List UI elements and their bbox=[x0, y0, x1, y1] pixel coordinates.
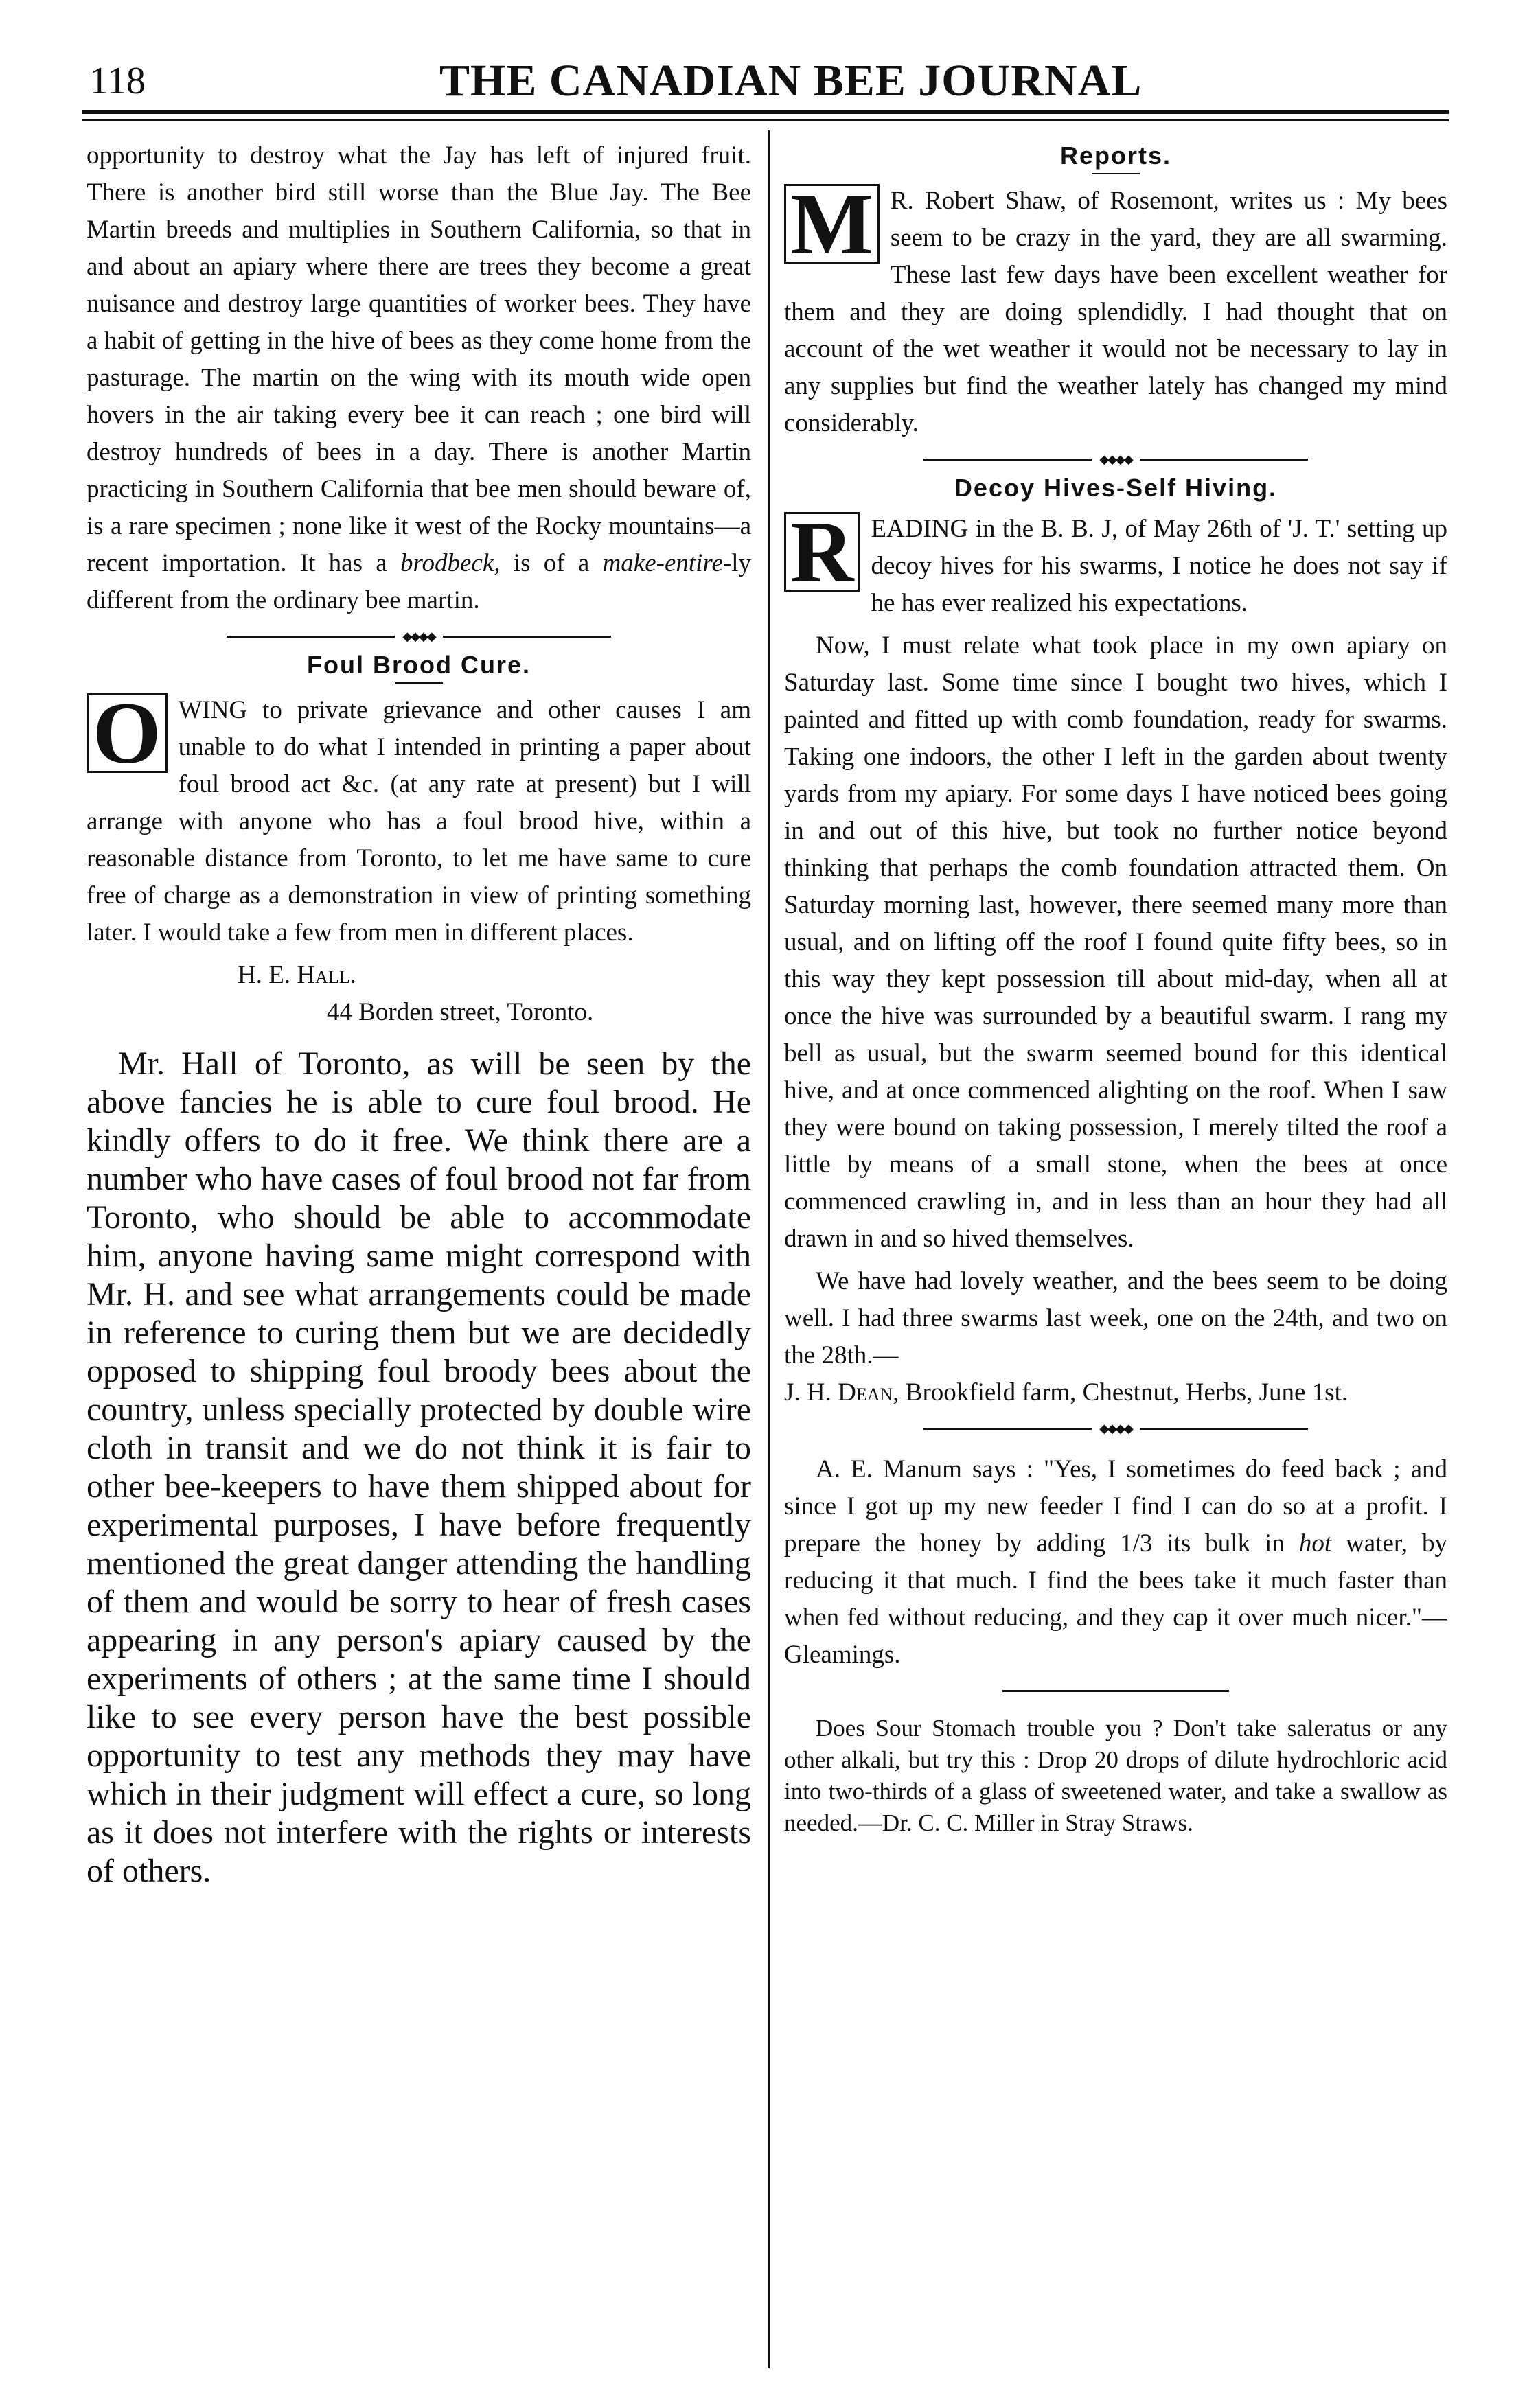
dropcap-r: R bbox=[784, 512, 860, 592]
dropcap-m: M bbox=[784, 184, 880, 264]
reports-paragraph bbox=[784, 175, 1447, 442]
bee-martin-end: -ly different from the ordinary bee martin. bbox=[87, 549, 751, 614]
decoy-hives-heading: Decoy Hives-Self Hiving. bbox=[954, 474, 1278, 502]
decoy-paragraph-1 bbox=[784, 503, 1447, 622]
sour-stomach-paragraph: Does Sour Stomach trouble you ? Don't take saleratus or any other alkali, but try this : Drop 20 drops of dilute hydrochloric acid into two-thirds of a glass of sweetened water, and take a swallow as needed.—Dr. C. C. Miller in Stray Straws. bbox=[784, 1715, 1447, 1836]
heading-underline bbox=[1092, 173, 1140, 174]
right-column bbox=[784, 137, 1447, 2403]
page-number: 118 bbox=[89, 60, 146, 102]
decoy-signature-name: J. H. Dean bbox=[784, 1378, 893, 1406]
manum-italic: hot bbox=[1298, 1529, 1332, 1558]
decoy-paragraph-3: We have had lovely weather, and the bees seem to be doing well. I had three swarms last week, one on the 24th, and two on the 28th.— bbox=[784, 1267, 1447, 1369]
bee-martin-italic-1: brodbeck, bbox=[400, 549, 501, 577]
decoy-text-1: EADING in the B. B. J, of May 26th of 'J. T.' setting up decoy hives for his swarms, I notice he does not say if he has ever realized his expectations. bbox=[871, 515, 1447, 617]
reports-text: R. Robert Shaw, of Rosemont, writes us : My bees seem to be crazy in the yard, they are all swarming. These last few days have been excellent weather for them and they are doing splendidly. I had thought that on account of the wet weather it would not be necessary to lay in any supplies but find the weather lately has changed my mind considerably. bbox=[784, 187, 1447, 437]
bee-martin-paragraph bbox=[87, 137, 751, 619]
section-ornament: ◆◆◆◆ bbox=[923, 1421, 1308, 1436]
section-ornament: ◆◆◆◆ bbox=[227, 629, 611, 644]
left-column bbox=[87, 137, 751, 2403]
foul-brood-heading: Foul Brood Cure. bbox=[307, 651, 531, 679]
journal-title: THE CANADIAN BEE JOURNAL bbox=[439, 56, 1143, 106]
section-ornament: ◆◆◆◆ bbox=[923, 452, 1308, 467]
signature-name: H. E. Hall. bbox=[238, 961, 356, 989]
column-divider bbox=[768, 130, 770, 2368]
bee-martin-mid: is of a bbox=[500, 549, 603, 577]
manum-text-end: water, by reducing it that much. I find the bees take it much faster than when fed without reducing, and they cap it over much nicer."—Gleamings. bbox=[784, 1529, 1447, 1669]
decoy-paragraph-2: Now, I must relate what took place in my own apiary on Saturday last. Some time since I bought two hives, which I painted and fitted up with comb foundation, ready for swarms. Taking one indoors, the other I left in the garden about twenty yards from my apiary. For some days I have noticed bees going in and out of this hive, but took no further notice beyond thinking that perhaps the comb foundation attracted them. On Saturday morning last, however, there seemed many more than usual, and on lifting off the roof I found quite fifty bees, so in this way they kept possession till about mid-day, when all at once the hive was surrounded by a beautiful swarm. I rang my bell as usual, but the swarm seemed bound for this identical hive, and at once commenced alighting on the roof. When I saw they were bound on taking possession, I merely tilted the roof a little by means of a small stone, when the bees at once commenced crawling in, and in less than an hour they had all drawn in and so hived themselves. bbox=[784, 632, 1447, 1253]
decoy-signature bbox=[784, 1374, 1447, 1411]
decoy-signature-rest: , Brookfield farm, Chestnut, Herbs, June 1st. bbox=[893, 1378, 1348, 1406]
heading-underline bbox=[395, 682, 443, 684]
bee-martin-italic-2: make-entire bbox=[602, 549, 723, 577]
bee-martin-text: opportunity to destroy what the Jay has left of injured fruit. There is another bird still worse than the Blue Jay. The Bee Martin breeds and multiplies in Southern California, so that in and about an apiary where there are trees they become a great nuisance and destroy large quantities of worker bees. They have a habit of getting in the hive of bees as they come home from the pasturage. The martin on the wing with its mouth wide open hovers in the air taking every bee it can reach ; one bird will destroy hundreds of bees in a day. There is another Martin practicing in Southern California that bee men should beware of, is a rare specimen ; none like it west of the Rocky mountains—a recent importation. It has a bbox=[87, 141, 751, 577]
foul-brood-signature-address: 44 Borden street, Toronto. bbox=[327, 998, 594, 1026]
page-header bbox=[89, 55, 1449, 110]
header-rule-thin bbox=[82, 119, 1449, 121]
reports-heading: Reports. bbox=[1059, 141, 1172, 170]
editor-comment-paragraph: Mr. Hall of Toronto, as will be seen by the above fancies he is able to cure foul brood. He kindly offers to do it free. We think there are a number who have cases of foul brood not far from Toronto, who should be able to accommodate him, anyone having same might correspond with Mr. H. and see what arrangements could be made in reference to curing them but we are decidedly opposed to shipping foul broody bees about the country, unless specially protected by double wire cloth in transit and we do not think it is fair to other bee-keepers to have them shipped about for experimental purposes, I have before frequently mentioned the great danger attending the handling of them and would be sorry to hear of fresh cases appearing in any person's apiary caused by the experiments of others ; at the same time I should like to see every person have the best possible opportunity to test any methods they may have which in their judgment will effect a cure, so long as it does not interfere with the rights or interests of others. bbox=[87, 1045, 751, 1889]
header-rule-thick bbox=[82, 110, 1449, 114]
manum-text-start: A. E. Manum says : "Yes, I sometimes do feed back ; and since I got up my new feeder I find I can do so at a profit. I prepare the honey by adding 1/3 its bulk in bbox=[784, 1455, 1447, 1558]
section-rule bbox=[1002, 1690, 1229, 1692]
manum-paragraph bbox=[784, 1451, 1447, 1674]
dropcap-o: O bbox=[87, 693, 168, 773]
foul-brood-text: WING to private grievance and other causes I am unable to do what I intended in printing a paper about foul brood act &c. (at any rate at present) but I will arrange with anyone who has a foul brood hive, within a reasonable distance from Toronto, to let me have same to cure free of charge as a demonstration in view of printing something later. I would take a few from men in different places. bbox=[87, 696, 751, 947]
foul-brood-signature-name bbox=[87, 957, 751, 994]
foul-brood-paragraph bbox=[87, 684, 751, 951]
